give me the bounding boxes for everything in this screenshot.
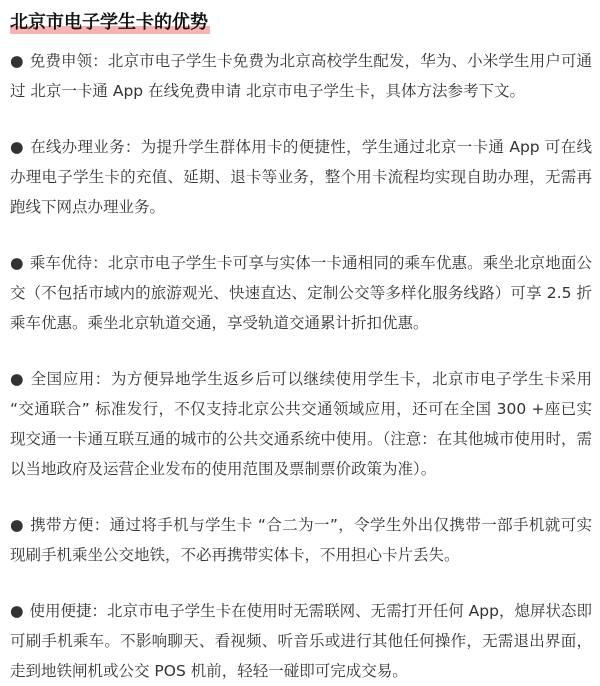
- section-text: 为提升学生群体用卡的便捷性，学生通过北京一卡通 App 可在线办理电子学生卡的充值、延期、退卡等业务，整个用卡流程均实现自助办理，无需再跑线下网点办理业务。: [10, 138, 592, 216]
- section-ride-discount: [10, 248, 592, 338]
- section-label: 乘车优待：: [29, 254, 108, 272]
- section-portability: [10, 510, 592, 570]
- bullet-icon: ●: [10, 516, 24, 534]
- section-text: 为方便异地学生返乡后可以继续使用学生卡，北京市电子学生卡采用 “交通联合” 标准发行，不仅支持北京公共交通领域应用，还可在全国 300 +座已实现交通一卡通互联互通的城市的公共交通系统中使用。（注意：在其他城市使用时，需以当地政府及运营企业发布的使用范围及票制票价政策为准）。: [10, 370, 592, 478]
- section-national-use: [10, 364, 592, 484]
- bullet-icon: ●: [10, 52, 24, 70]
- section-text: 北京市电子学生卡在使用时无需联网、无需打开任何 App，熄屏状态即可刷手机乘车。不影响聊天、看视频、听音乐或进行其他任何操作，无需退出界面，走到地铁闸机或公交 POS 机前，轻轻一碰即可完成交易。: [10, 602, 592, 680]
- section-label: 在线办理业务：: [30, 138, 141, 156]
- section-text: 通过将手机与学生卡 “合二为一”，令学生外出仅携带一部手机就可实现刷手机乘坐公交地铁，不必再携带实体卡，不用担心卡片丢失。: [10, 516, 592, 564]
- section-text: 北京市电子学生卡免费为北京高校学生配发，华为、小米学生用户可通过 北京一卡通 App 在线免费申请 北京市电子学生卡，具体方法参考下文。: [10, 52, 592, 100]
- section-text: 北京市电子学生卡可享与实体一卡通相同的乘车优惠。乘坐北京地面公交（不包括市域内的旅游观光、快速直达、定制公交等多样化服务线路）可享 2.5 折乘车优惠。乘坐北京轨道交通，享受轨道交通累计折扣优惠。: [10, 254, 592, 332]
- section-label: 免费申领：: [29, 52, 108, 70]
- bullet-icon: ●: [10, 138, 24, 156]
- section-free-application: [10, 46, 592, 106]
- bullet-icon: ●: [10, 602, 24, 620]
- title-row: [10, 10, 592, 40]
- section-convenience: [10, 596, 592, 686]
- bullet-icon: ●: [10, 370, 25, 388]
- bullet-icon: ●: [10, 254, 24, 272]
- section-label: 全国应用：: [30, 370, 111, 388]
- section-online-service: [10, 132, 592, 222]
- section-label: 携带方便：: [30, 516, 110, 534]
- page-title: 北京市电子学生卡的优势: [10, 10, 210, 36]
- section-label: 使用便捷：: [29, 602, 108, 620]
